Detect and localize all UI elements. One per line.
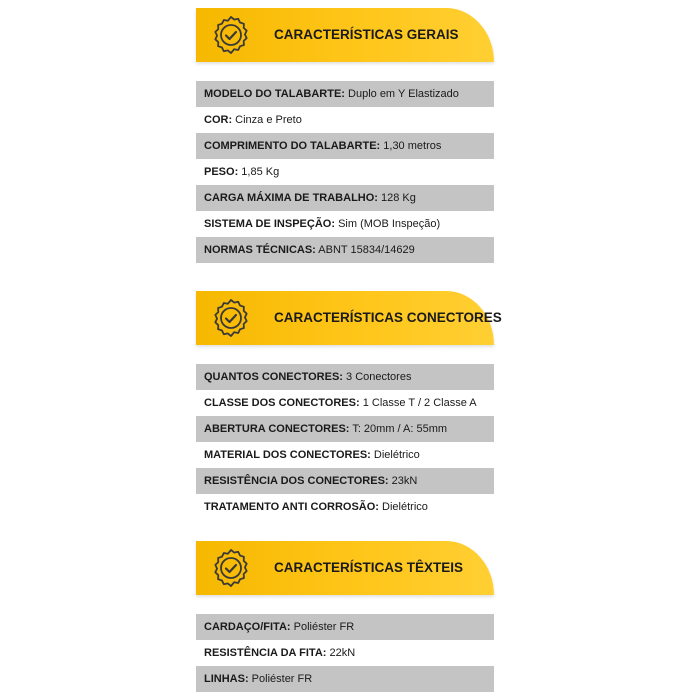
spec-value: Cinza e Preto: [235, 114, 302, 126]
spec-row: [196, 133, 494, 159]
spec-label: RESISTÊNCIA DA FITA:: [204, 647, 327, 659]
section-connectors: [196, 291, 502, 520]
spec-value: 1,85 Kg: [241, 166, 280, 178]
spec-row: [196, 390, 494, 416]
spec-row: [196, 237, 494, 263]
spec-row: [196, 614, 494, 640]
spec-row: [196, 159, 494, 185]
spec-value: 23kN: [391, 475, 418, 487]
spec-value: 1 Classe T / 2 Classe A: [362, 397, 477, 409]
spec-row: [196, 442, 494, 468]
check-seal-icon: [210, 547, 252, 589]
spec-row: [196, 81, 494, 107]
spec-value: Poliéster FR: [293, 621, 355, 633]
spec-label: TRATAMENTO ANTI CORROSÃO:: [204, 501, 379, 513]
spec-value: Dielétrico: [382, 501, 428, 513]
spec-row: [196, 416, 494, 442]
spec-value: Poliéster FR: [251, 673, 313, 685]
spec-value: 22kN: [329, 647, 356, 659]
spec-row: [196, 640, 494, 666]
check-seal-icon: [210, 297, 252, 339]
spec-label: NORMAS TÉCNICAS:: [204, 244, 316, 256]
spec-value: T: 20mm / A: 55mm: [352, 423, 448, 435]
spec-row: [196, 211, 494, 237]
spec-row: [196, 666, 494, 692]
section-banner: [196, 291, 502, 345]
section-textiles: [196, 541, 494, 692]
section-banner: [196, 541, 494, 595]
spec-value: Duplo em Y Elastizado: [348, 88, 459, 100]
spec-label: CLASSE DOS CONECTORES:: [204, 397, 360, 409]
spec-value: 1,30 metros: [383, 140, 442, 152]
spec-label: MATERIAL DOS CONECTORES:: [204, 449, 371, 461]
spec-row: [196, 494, 494, 520]
spec-label: LINHAS:: [204, 673, 249, 685]
spec-row: [196, 364, 494, 390]
spec-value: 128 Kg: [381, 192, 416, 204]
spec-row: [196, 107, 494, 133]
spec-label: CARGA MÁXIMA DE TRABALHO:: [204, 192, 378, 204]
spec-value: Dielétrico: [373, 449, 420, 461]
section-general: [196, 8, 494, 263]
spec-value: ABNT 15834/14629: [318, 244, 415, 256]
section-title: CARACTERÍSTICAS CONECTORES: [274, 310, 502, 325]
spec-label: CARDAÇO/FITA:: [204, 621, 291, 633]
spec-label: RESISTÊNCIA DOS CONECTORES:: [204, 475, 389, 487]
spec-value: Sim (MOB Inspeção): [338, 218, 441, 230]
check-seal-icon: [210, 14, 252, 56]
spec-label: COR:: [204, 114, 233, 126]
spec-label: SISTEMA DE INSPEÇÃO:: [204, 218, 335, 230]
spec-label: QUANTOS CONECTORES:: [204, 371, 343, 383]
spec-label: PESO:: [204, 166, 239, 178]
spec-label: ABERTURA CONECTORES:: [204, 423, 350, 435]
spec-label: MODELO DO TALABARTE:: [204, 88, 345, 100]
spec-row: [196, 185, 494, 211]
spec-row: [196, 468, 494, 494]
section-title: CARACTERÍSTICAS GERAIS: [274, 27, 459, 42]
section-title: CARACTERÍSTICAS TÊXTEIS: [274, 560, 464, 575]
section-banner: [196, 8, 494, 62]
spec-label: COMPRIMENTO DO TALABARTE:: [204, 140, 381, 152]
spec-value: 3 Conectores: [346, 371, 412, 383]
